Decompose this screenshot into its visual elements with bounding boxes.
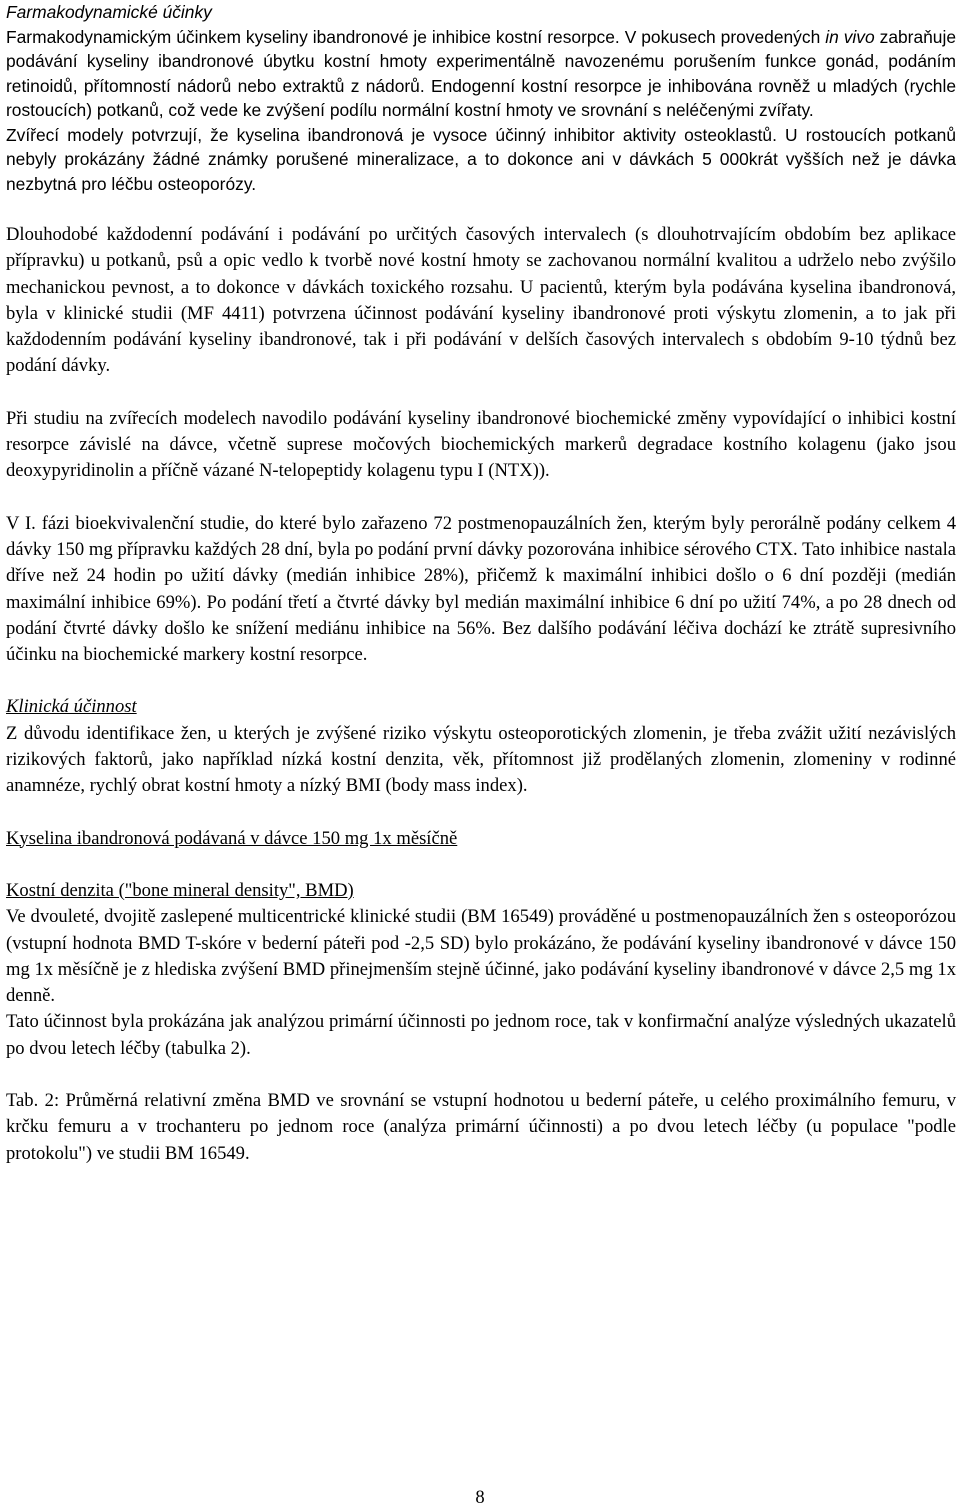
animal-models-paragraph: Při studiu na zvířecích modelech navodilo podávání kyseliny ibandronové biochemické změny vypovídající o inhibici kostní resorpce závislé na dávce, včetně suprese močových biochemických markerů degradace kostního kolagenu (jako jsou deoxypyridinolin a příčně vázané N-telopeptidy kolagenu typu I (NTX)). — [6, 407, 956, 482]
text-run: Farmakodynamickým účinkem kyseliny ibandronové je inhibice kostní resorpce. V pokusech provedených — [6, 26, 826, 47]
spacer — [6, 485, 956, 511]
dose-heading: Kyselina ibandronová podávaná v dávce 150 mg 1x měsíčně — [6, 827, 458, 849]
bioequivalence-paragraph: V I. fázi bioekvivalenční studie, do které bylo zařazeno 72 postmenopauzálních žen, kterým byly perorálně podány celkem 4 dávky 150 mg přípravku každých 28 dní, byla po podání první dávky pozorována inhibice sérového CTX. Tato inhibice nastala dříve než 24 hodin po užití dávky (medián inhibice 28%), přičemž k maximální inhibici došlo o 6 dní později (medián maximální inhibice 69%). Po podání třetí a čtvrté dávky byl medián maximální inhibice 6 dní po užití 74%, a po 28 dnech od podání čtvrté dávky došlo ke snížení mediánu inhibice na 56%. Bez dalšího podávání léčiva dochází ke ztrátě supresivního účinku na biochemické markery kostní resorpce. — [6, 512, 956, 666]
in-vivo-term: in vivo — [825, 26, 875, 47]
bmd-heading: Kostní denzita ("bone mineral density", BMD) — [6, 879, 354, 901]
risk-factors-paragraph: Z důvodu identifikace žen, u kterých je zvýšené riziko výskytu osteoporotických zlomenin, je třeba zvážit užití nezávislých rizikových faktorů, jako například nízká kostní denzita, věk, přítomnost již prodělaných zlomenin, zlomeniny v rodinné anamnéze, rychlý obrat kostní hmoty a nízký BMI (body mass index). — [6, 722, 956, 797]
clinical-efficacy-heading: Klinická účinnost — [6, 696, 137, 718]
pharmacodynamics-paragraph-1 — [6, 25, 956, 123]
text-run: U pacientů, kterým byla podávána kyselina ibandronová, byla v klinické studii (MF 4411) potvrzena účinnost podávání kyseliny ibandronové proti výskytu zlomenin, a to jak při každodenním podávání kyseliny ibandronové, tak i při podávání v delších časových intervalech s obdobím 9-10 týdnů bez podání dávky. — [6, 276, 956, 377]
efficacy-confirmation-paragraph: Tato účinnost byla prokázána jak analýzou primární účinnosti po jednom roce, tak v konfirmační analýze výsledných ukazatelů po dvou letech léčby (tabulka 2). — [6, 1011, 956, 1059]
text-run: Dlouhodobé každodenní podávání i podávání po určitých časových intervalech (s dlouhotrvajícím obdobím bez aplikace přípravku) u potkanů, psů a opic vedlo k tvorbě nové kostní hmoty se zachovanou normální kvalitou a udrželo nebo zvýšilo mechanickou pevnost, a to dokonce v dávkách toxického rozsahu. — [6, 224, 956, 298]
pharmacodynamics-paragraph-2: Zvířecí modely potvrzují, že kyselina ibandronová je vysoce účinný inhibitor aktivity osteoklastů. U rostoucích potkanů nebyly prokázány žádné známky porušené mineralizace, a to dokonce ani v dávkách 5 000krát vyšších než je dávka nezbytná pro léčbu osteoporózy. — [6, 124, 956, 194]
spacer — [6, 380, 956, 406]
page-number: 8 — [475, 1487, 485, 1508]
bmd-study-paragraph: Ve dvouleté, dvojitě zaslepené multicentrické klinické studii (BM 16549) prováděné u postmenopauzálních žen s osteoporózou (vstupní hodnota BMD T-skóre v bederní páteři pod -2,5 SD) bylo prokázáno, že podávání kyseliny ibandronové v dávce 150 mg 1x měsíčně je z hlediska zvýšení BMD přinejmenším stejně účinné, jako podávání kyseliny ibandronové v dávce 2,5 mg 1x denně. — [6, 906, 956, 1007]
document-page — [6, 0, 956, 1167]
spacer — [6, 668, 956, 694]
long-term-paragraph — [6, 222, 956, 380]
pharmacodynamics-heading: Farmakodynamické účinky — [6, 2, 212, 22]
spacer — [6, 800, 956, 826]
spacer — [6, 852, 956, 878]
table-caption: Tab. 2: Průměrná relativní změna BMD ve srovnání se vstupní hodnotou u bederní páteře, u celého proximálního femuru, v krčku femuru a v trochanteru po jednom roce (analýza primární účinnosti) a po dvou letech léčby (u populace "podle protokolu") ve studii BM 16549. — [6, 1090, 956, 1164]
spacer — [6, 196, 956, 222]
spacer — [6, 1062, 956, 1088]
text-run: zabraňuje podávání kyseliny ibandronové úbytku kostní hmoty experimentálně navozenému porušením funkce gonád, podáním retinoidů, přítomností nádorů nebo extraktů z nádorů. Endogenní kostní resorpce je inhibována rovněž u mladých (rychle rostoucích) potkanů, což vede ke zvýšení podílu normální kostní hmoty ve srovnání s neléčenými zvířaty. — [6, 26, 957, 120]
